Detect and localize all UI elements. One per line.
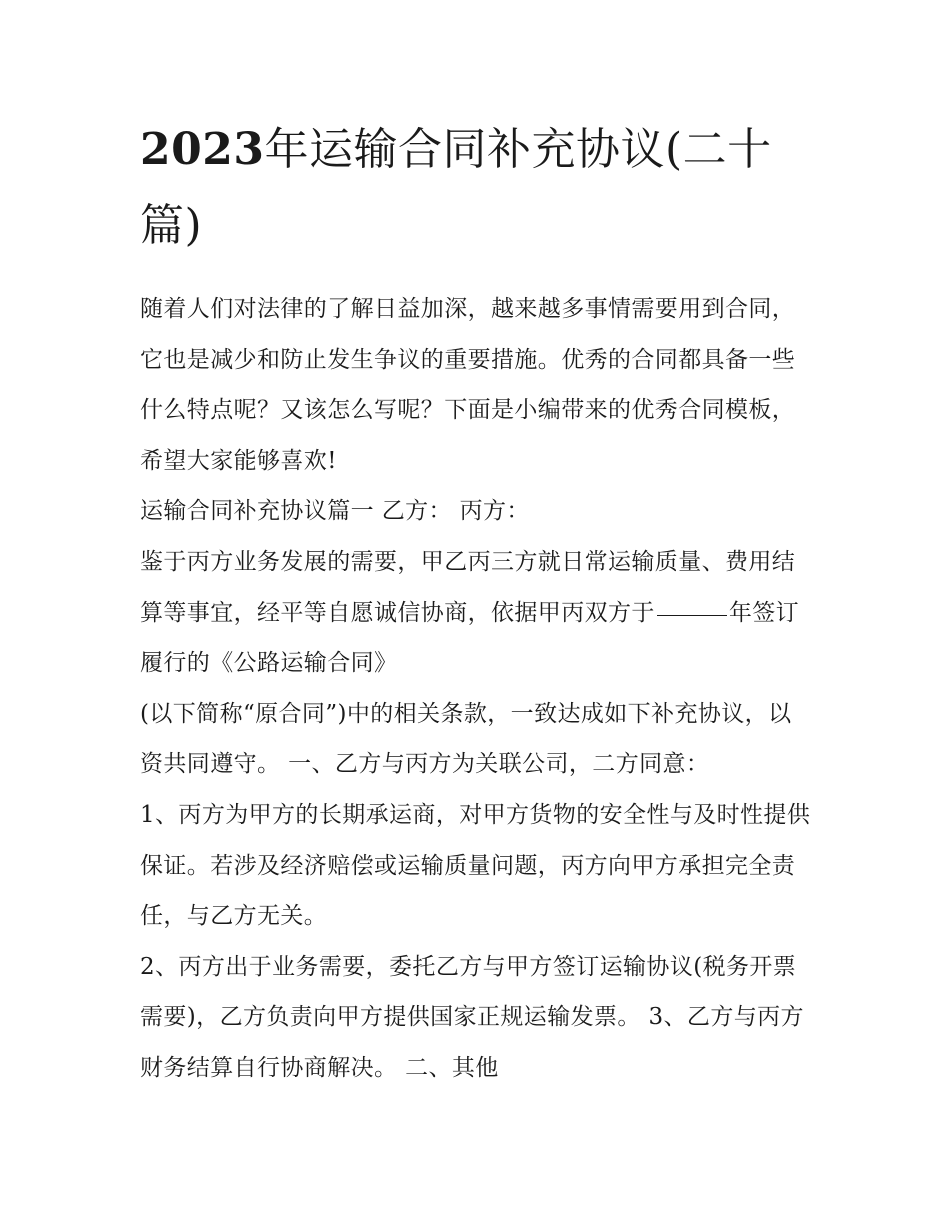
preamble-text: 鉴于丙方业务发展的需要，甲乙丙三方就日常运输质量、费用结算等事宜，经平等自愿诚信协商，依据甲丙双方于	[140, 548, 796, 626]
document-title	[140, 112, 812, 264]
document-page	[140, 112, 812, 1094]
title-text: 年运输合同补充协议(二十篇)	[140, 124, 772, 251]
clause-2: 2、丙方出于业务需要，委托乙方与甲方签订运输协议(税务开票需要)，乙方负责向甲方提供国家正规运输发票。 3、乙方与丙方财务结算自行协商解决。 二、其他	[140, 953, 804, 1081]
preamble-text-cont: 年签订履行的《公路运输合同》	[140, 599, 800, 677]
preamble-paragraph	[140, 537, 812, 689]
title-year: 2023	[140, 124, 265, 175]
intro-paragraph: 随着人们对法律的了解日益加深，越来越多事情需要用到合同，它也是减少和防止发生争议的重要措施。优秀的合同都具备一些什么特点呢？又该怎么写呢？下面是小编带来的优秀合同模板，希望大家能够喜欢!	[140, 296, 796, 474]
date-blank-line	[657, 592, 727, 616]
section-heading: 运输合同补充协议篇一 乙方： 丙方：	[140, 498, 530, 525]
clause-1: 1、丙方为甲方的长期承运商，对甲方货物的安全性与及时性提供保证。若涉及经济赔偿或运输质量问题，丙方向甲方承担完全责任，与乙方无关。	[140, 801, 811, 930]
agreement-paragraph: (以下简称“原合同”)中的相关条款，一致达成如下补充协议，以资共同遵守。 一、乙方与丙方为关联公司，二方同意：	[140, 700, 792, 778]
